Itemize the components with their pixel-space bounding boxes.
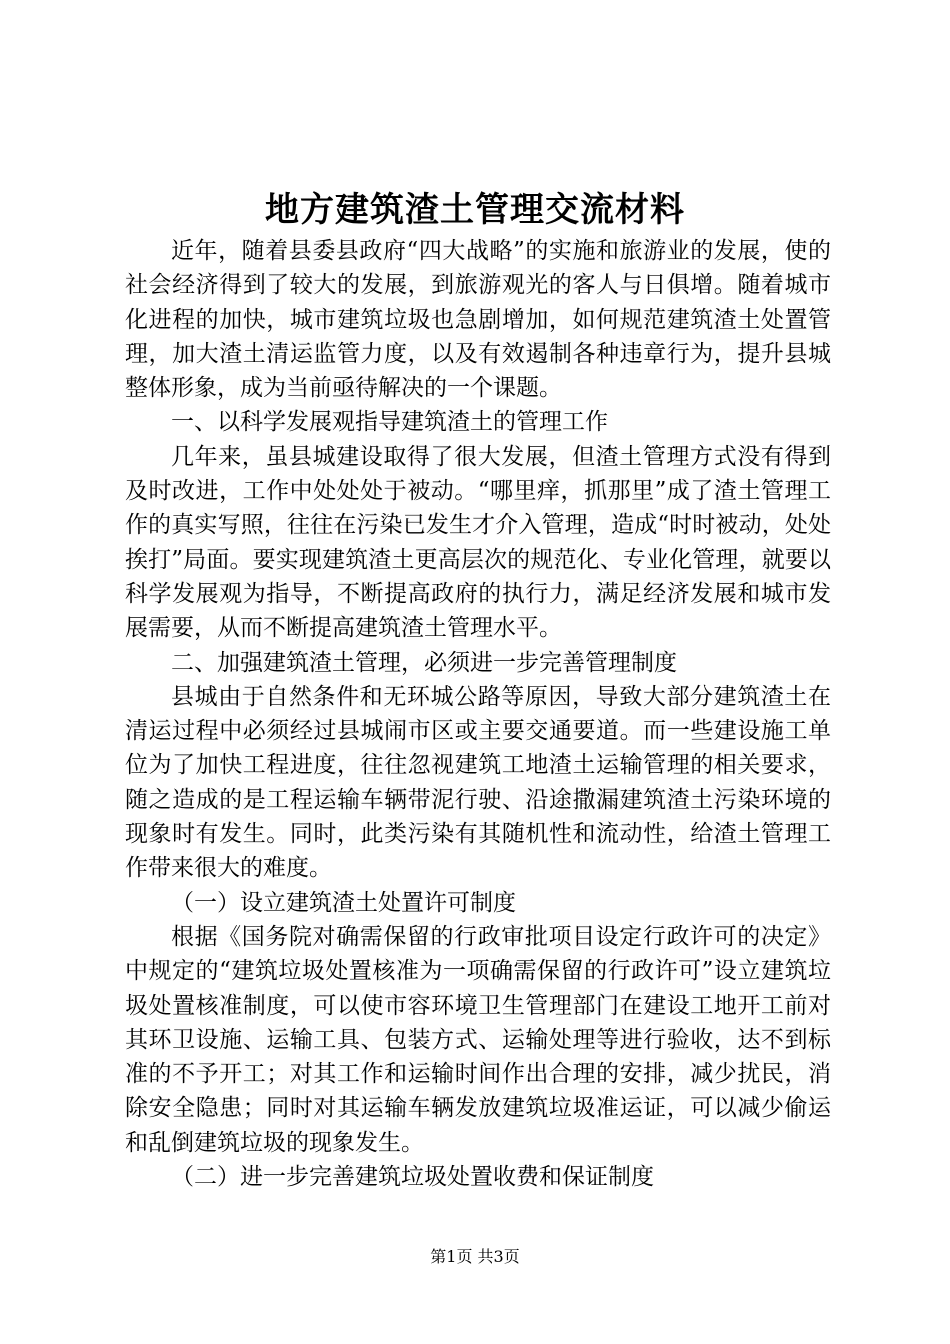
section-heading-1: 一、以科学发展观指导建筑渣土的管理工作 bbox=[171, 409, 608, 436]
document-body bbox=[125, 234, 831, 1194]
paragraph-section-1: 几年来，虽县城建设取得了很大发展，但渣土管理方式没有得到及时改进，工作中处处处于被动。“哪里痒，抓那里”成了渣土管理工作的真实写照，往往在污染已发生才介入管理，造成“时时被动，处处挨打”局面。要实现建筑渣土更高层次的规范化、专业化管理，就要以科学发展观为指导，不断提高政府的执行力，满足经济发展和城市发展需要，从而不断提高建筑渣土管理水平。 bbox=[125, 443, 831, 642]
subsection-heading-2: （二）进一步完善建筑垃圾处置收费和保证制度 bbox=[171, 1164, 654, 1191]
page-title: 地方建筑渣土管理交流材料 bbox=[265, 190, 685, 230]
paragraph-section-2: 县城由于自然条件和无环城公路等原因，导致大部分建筑渣土在清运过程中必须经过县城闹市区或主要交通要道。而一些建设施工单位为了加快工程进度，往往忽视建筑工地渣土运输管理的相关要求，随之造成的是工程运输车辆带泥行驶、沿途撒漏建筑渣土污染环境的现象时有发生。同时，此类污染有其随机性和流动性，给渣土管理工作带来很大的难度。 bbox=[125, 683, 831, 882]
page-number-footer: 第1页 共3页 bbox=[430, 1247, 520, 1266]
paragraph-subsection-1: 根据《国务院对确需保留的行政审批项目设定行政许可的决定》中规定的“建筑垃圾处置核准为一项确需保留的行政许可”设立建筑垃圾处置核准制度，可以使市容环境卫生管理部门在建设工地开工前对其环卫设施、运输工具、包装方式、运输处理等进行验收，达不到标准的不予开工；对其工作和运输时间作出合理的安排，减少扰民，消除安全隐患；同时对其运输车辆发放建筑垃圾准运证，可以减少偷运和乱倒建筑垃圾的现象发生。 bbox=[125, 923, 831, 1156]
subsection-heading-1: （一）设立建筑渣土处置许可制度 bbox=[171, 889, 516, 916]
paragraph-intro: 近年，随着县委县政府“四大战略”的实施和旅游业的发展，使的社会经济得到了较大的发展，到旅游观光的客人与日俱增。随着城市化进程的加快，城市建筑垃圾也急剧增加，如何规范建筑渣土处置管理，加大渣土清运监管力度，以及有效遏制各种违章行为，提升县城整体形象，成为当前亟待解决的一个课题。 bbox=[125, 238, 831, 402]
section-heading-2: 二、加强建筑渣土管理，必须进一步完善管理制度 bbox=[171, 649, 677, 676]
